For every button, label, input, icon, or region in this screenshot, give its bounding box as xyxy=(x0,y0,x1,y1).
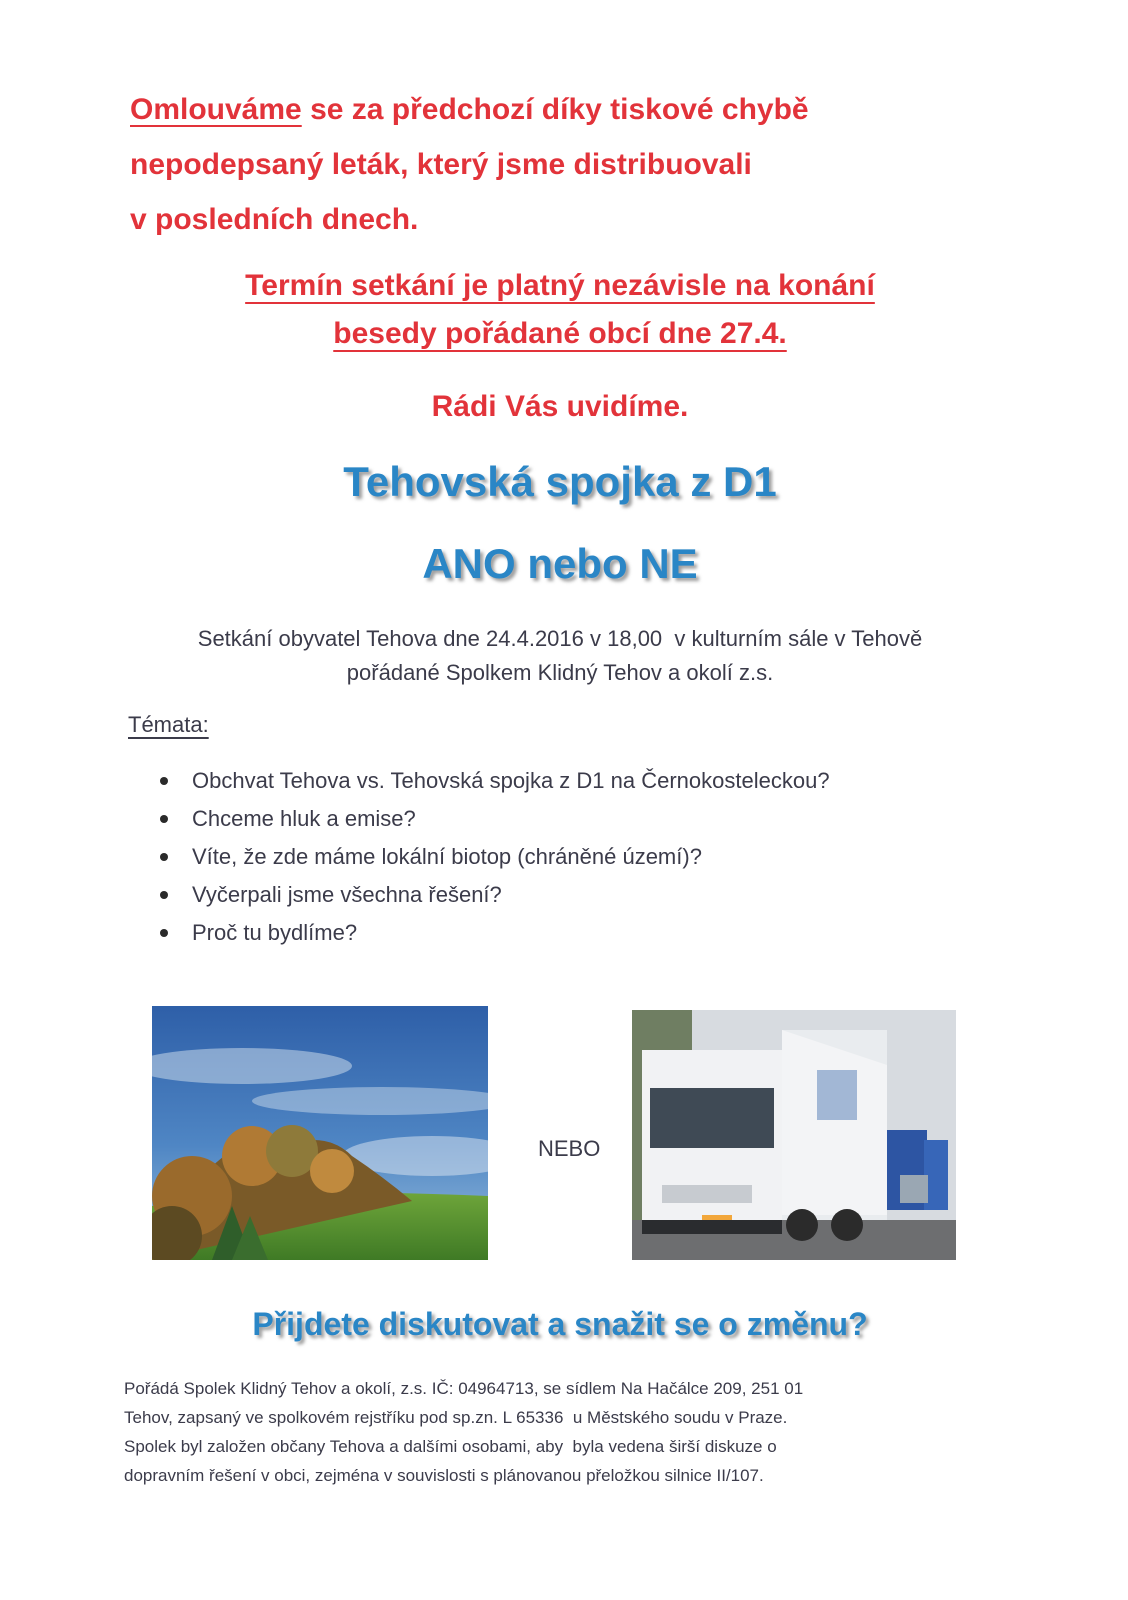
apology-paragraph xyxy=(130,82,1010,247)
bullet-icon xyxy=(160,777,168,785)
apology-underlined-word: Omlouváme xyxy=(130,93,302,126)
call-to-action-question: Přijdete diskutovat a snažit se o změnu? xyxy=(252,1306,868,1342)
headline-line1: Tehovská spojka z D1 xyxy=(343,458,777,505)
list-item: Proč tu bydlíme? xyxy=(160,914,830,952)
meeting-validity-notice xyxy=(100,262,1020,358)
list-item: Vyčerpali jsme všechna řešení? xyxy=(160,876,830,914)
footer-line: Pořádá Spolek Klidný Tehov a okolí, z.s. IČ: 04964713, se sídlem Na Hačálce 209, 251 01 xyxy=(124,1379,804,1398)
welcome-text: Rádi Vás uvidíme. xyxy=(431,390,689,423)
bullet-icon xyxy=(160,853,168,861)
topics-label: Témata: xyxy=(128,712,209,737)
comparison-separator: NEBO xyxy=(538,1136,601,1161)
meeting-line2: pořádané Spolkem Klidný Tehov a okolí z.s. xyxy=(346,660,774,685)
list-item: Víte, že zde máme lokální biotop (chráněné území)? xyxy=(160,838,830,876)
apology-line2: nepodepsaný leták, který jsme distribuovali xyxy=(130,148,752,181)
bullet-icon xyxy=(160,815,168,823)
headline-line2: ANO nebo NE xyxy=(422,540,698,587)
list-item: Chceme hluk a emise? xyxy=(160,800,830,838)
list-item: Obchvat Tehova vs. Tehovská spojka z D1 na Černokosteleckou? xyxy=(160,762,830,800)
footer-line: Spolek byl založen občany Tehova a dalšími osobami, aby byla vedena širší diskuze o xyxy=(124,1437,777,1456)
meeting-info xyxy=(100,622,1020,690)
organizer-footer xyxy=(124,1374,924,1490)
notice-line1: Termín setkání je platný nezávisle na konání xyxy=(245,269,875,302)
notice-line2: besedy pořádané obcí dne 27.4. xyxy=(333,317,787,350)
meeting-line1: Setkání obyvatel Tehova dne 24.4.2016 v 18,00 v kulturním sále v Tehově xyxy=(197,626,923,651)
bullet-icon xyxy=(160,891,168,899)
footer-line: dopravním řešení v obci, zejména v souvislosti s plánovanou přeložkou silnice II/107. xyxy=(124,1466,764,1485)
apology-line3: v posledních dnech. xyxy=(130,203,419,236)
topics-list xyxy=(160,762,830,952)
bullet-icon xyxy=(160,929,168,937)
truck-traffic-photo xyxy=(632,1010,956,1260)
landscape-photo xyxy=(152,1006,488,1260)
apology-line1-rest: se za předchozí díky tiskové chybě xyxy=(301,93,809,126)
footer-line: Tehov, zapsaný ve spolkovém rejstříku pod sp.zn. L 65336 u Městského soudu v Praze. xyxy=(124,1408,788,1427)
